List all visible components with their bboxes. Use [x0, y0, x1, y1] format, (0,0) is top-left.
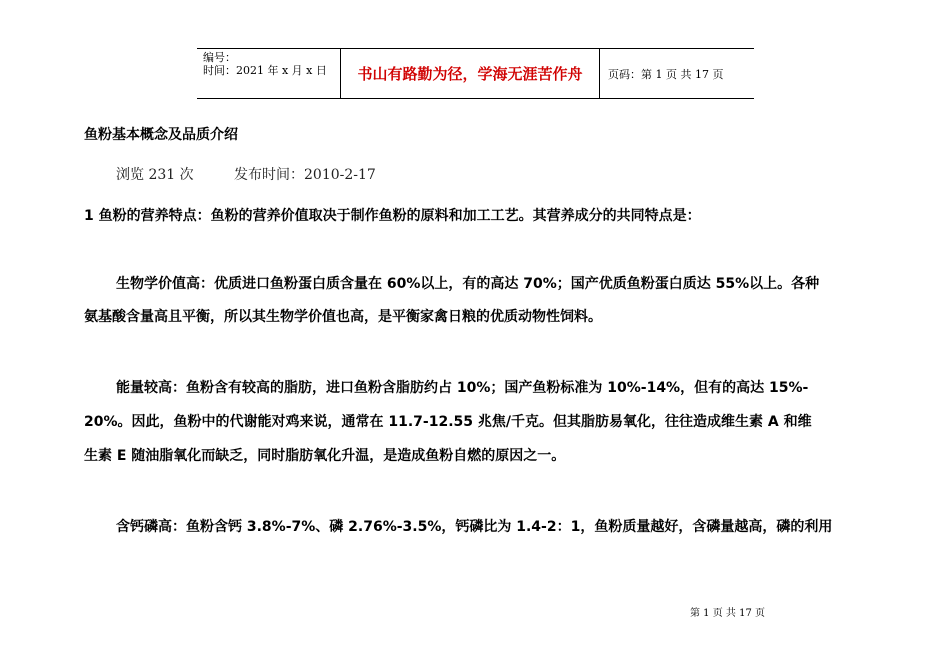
page-code: 页码：第 1 页 共 17 页	[608, 67, 724, 81]
paragraph-line: 氨基酸含量高且平衡，所以其生物学价值也高，是平衡家禽日粮的优质动物性饲料。	[84, 309, 602, 325]
paragraph-line: 生素 E 随油脂氧化而缺乏，同时脂肪氧化升温，是造成鱼粉自燃的原因之一。	[84, 448, 566, 464]
page-header	[197, 48, 754, 99]
article-title: 鱼粉基本概念及品质介绍	[84, 127, 238, 143]
paragraph-line: 能量较高：鱼粉含有较高的脂肪，进口鱼粉含脂肪约占 10%；国产鱼粉标准为 10%-14%，但有的高达 15%-	[116, 380, 809, 396]
paragraph-line: 20%。因此，鱼粉中的代谢能对鸡来说，通常在 11.7-12.55 兆焦/千克。但其脂肪易氧化，往往造成维生素 A 和维	[84, 414, 812, 430]
paragraph-line: 含钙磷高：鱼粉含钙 3.8%-7%、磷 2.76%-3.5%，钙磷比为 1.4-2：1，鱼粉质量越好，含磷量越高，磷的利用	[116, 519, 833, 535]
header-page-code-cell	[600, 49, 754, 98]
view-count: 浏览 231 次	[116, 167, 194, 183]
number-label: 编号：	[203, 51, 236, 64]
header-motto-cell	[340, 49, 600, 98]
time-label: 时间：2021 年 x 月 x 日	[203, 64, 327, 77]
header-info	[197, 49, 340, 98]
page-footer: 第 1 页 共 17 页	[690, 608, 765, 619]
motto: 书山有路勤为径，学海无涯苦作舟	[357, 65, 583, 83]
paragraph-line: 生物学价值高：优质进口鱼粉蛋白质含量在 60%以上，有的高达 70%；国产优质鱼粉蛋白质达 55%以上。各种	[116, 276, 820, 292]
publish-time: 发布时间：2010-2-17	[234, 167, 376, 183]
paragraph-line: 1 鱼粉的营养特点：鱼粉的营养价值取决于制作鱼粉的原料和加工工艺。其营养成分的共同特点是：	[84, 208, 701, 224]
